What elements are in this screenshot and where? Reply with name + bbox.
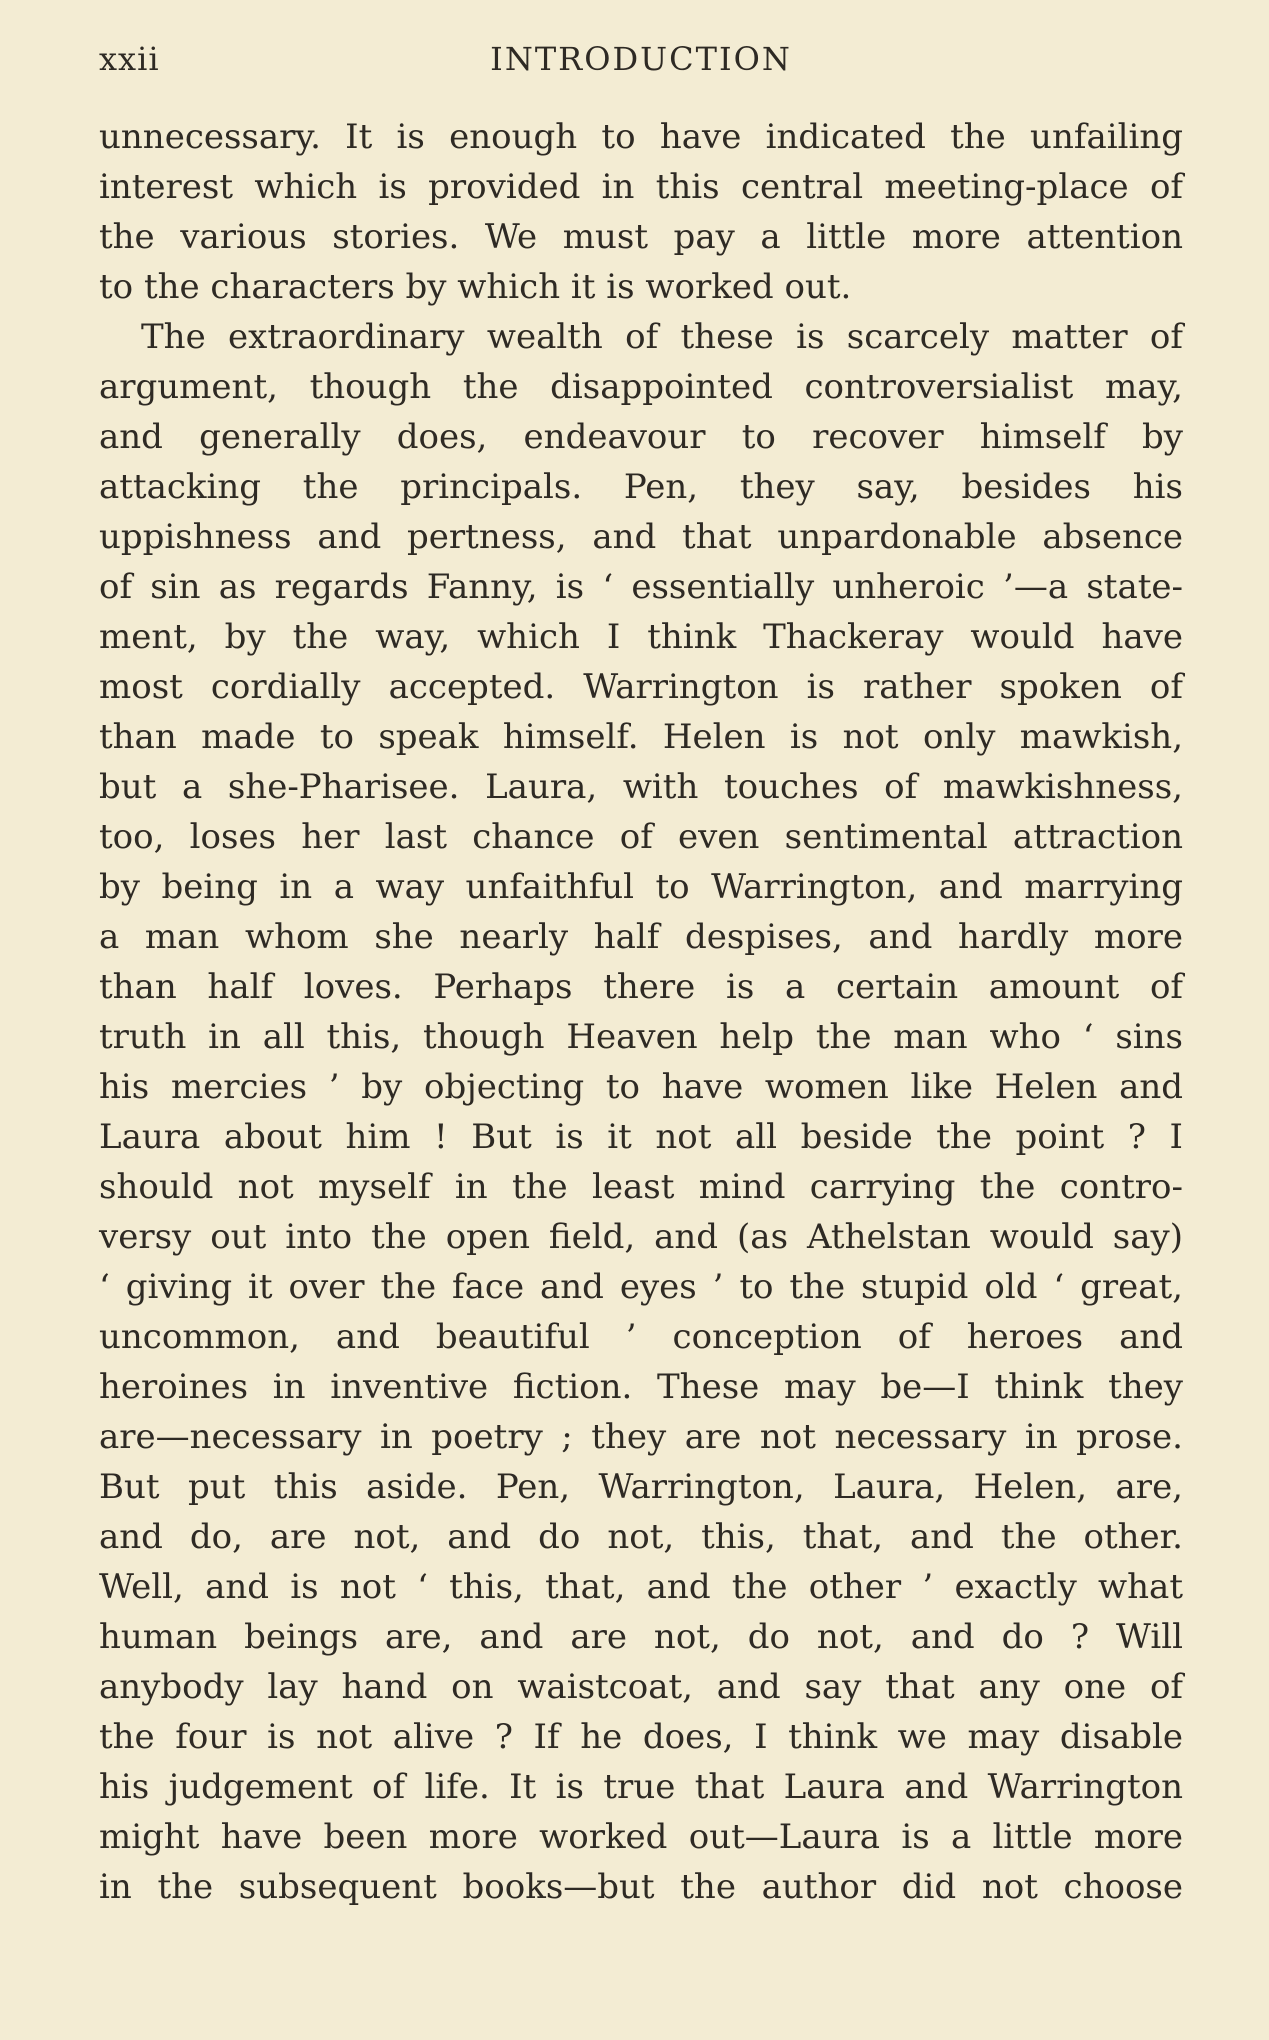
text-line: than made to speak himself. Helen is not only mawkish, — [99, 717, 1183, 757]
text-line: anybody lay hand on waistcoat, and say that any one of — [99, 1667, 1183, 1707]
text-line: argument, though the disappointed controversialist may, — [99, 367, 1183, 407]
text-line: of sin as regards Fanny, is ‘ essentially unheroic ’—a state- — [99, 567, 1183, 607]
text-line: ‘ giving it over the face and eyes ’ to the stupid old ‘ great, — [99, 1267, 1183, 1307]
text-line: than half loves. Perhaps there is a certain amount of — [99, 967, 1183, 1007]
text-line: and do, are not, and do not, this, that, and the other. — [99, 1517, 1183, 1557]
text-line: human beings are, and are not, do not, and do ? Will — [99, 1617, 1183, 1657]
text-line: heroines in inventive fiction. These may be—I think they — [99, 1367, 1183, 1407]
text-line: might have been more worked out—Laura is a little more — [99, 1817, 1183, 1857]
text-line: attacking the principals. Pen, they say, besides his — [99, 467, 1183, 507]
text-line: a man whom she nearly half despises, and hardly more — [99, 917, 1183, 957]
text-line: Well, and is not ‘ this, that, and the other ’ exactly what — [99, 1567, 1183, 1607]
page-number: xxii — [99, 40, 160, 78]
text-line: the various stories. We must pay a little more attention — [99, 217, 1183, 257]
text-line: unnecessary. It is enough to have indicated the unfailing — [99, 117, 1183, 157]
text-line: most cordially accepted. Warrington is rather spoken of — [99, 667, 1183, 707]
text-line: his judgement of life. It is true that Laura and Warrington — [99, 1767, 1183, 1807]
body-text — [99, 112, 1183, 1912]
text-line: are—necessary in poetry ; they are not necessary in prose. — [99, 1417, 1183, 1457]
text-line: Laura about him ! But is it not all beside the point ? I — [99, 1117, 1183, 1157]
text-line: by being in a way unfaithful to Warrington, and marrying — [99, 867, 1183, 907]
text-line: too, loses her last chance of even sentimental attraction — [99, 817, 1183, 857]
text-line: versy out into the open field, and (as Athelstan would say) — [99, 1217, 1183, 1257]
text-line: the four is not alive ? If he does, I think we may disable — [99, 1717, 1183, 1757]
text-line: The extraordinary wealth of these is scarcely matter of — [141, 317, 1183, 357]
text-line: in the subsequent books—but the author did not choose — [99, 1867, 1183, 1907]
text-line: should not myself in the least mind carrying the contro- — [99, 1167, 1183, 1207]
text-line: But put this aside. Pen, Warrington, Laura, Helen, are, — [99, 1467, 1183, 1507]
page-header — [99, 40, 1183, 90]
text-line: his mercies ’ by objecting to have women like Helen and — [99, 1067, 1183, 1107]
text-line: uncommon, and beautiful ’ conception of heroes and — [99, 1317, 1183, 1357]
text-line: ment, by the way, which I think Thackeray would have — [99, 617, 1183, 657]
text-line: and generally does, endeavour to recover himself by — [99, 417, 1183, 457]
text-line: uppishness and pertness, and that unpardonable absence — [99, 517, 1183, 557]
text-line: truth in all this, though Heaven help the man who ‘ sins — [99, 1017, 1183, 1057]
text-line: but a she-Pharisee. Laura, with touches of mawkishness, — [99, 767, 1183, 807]
book-page — [99, 0, 1183, 2040]
text-line: interest which is provided in this central meeting-place of — [99, 167, 1183, 207]
running-head: INTRODUCTION — [490, 40, 792, 78]
text-line: to the characters by which it is worked out. — [99, 267, 852, 307]
